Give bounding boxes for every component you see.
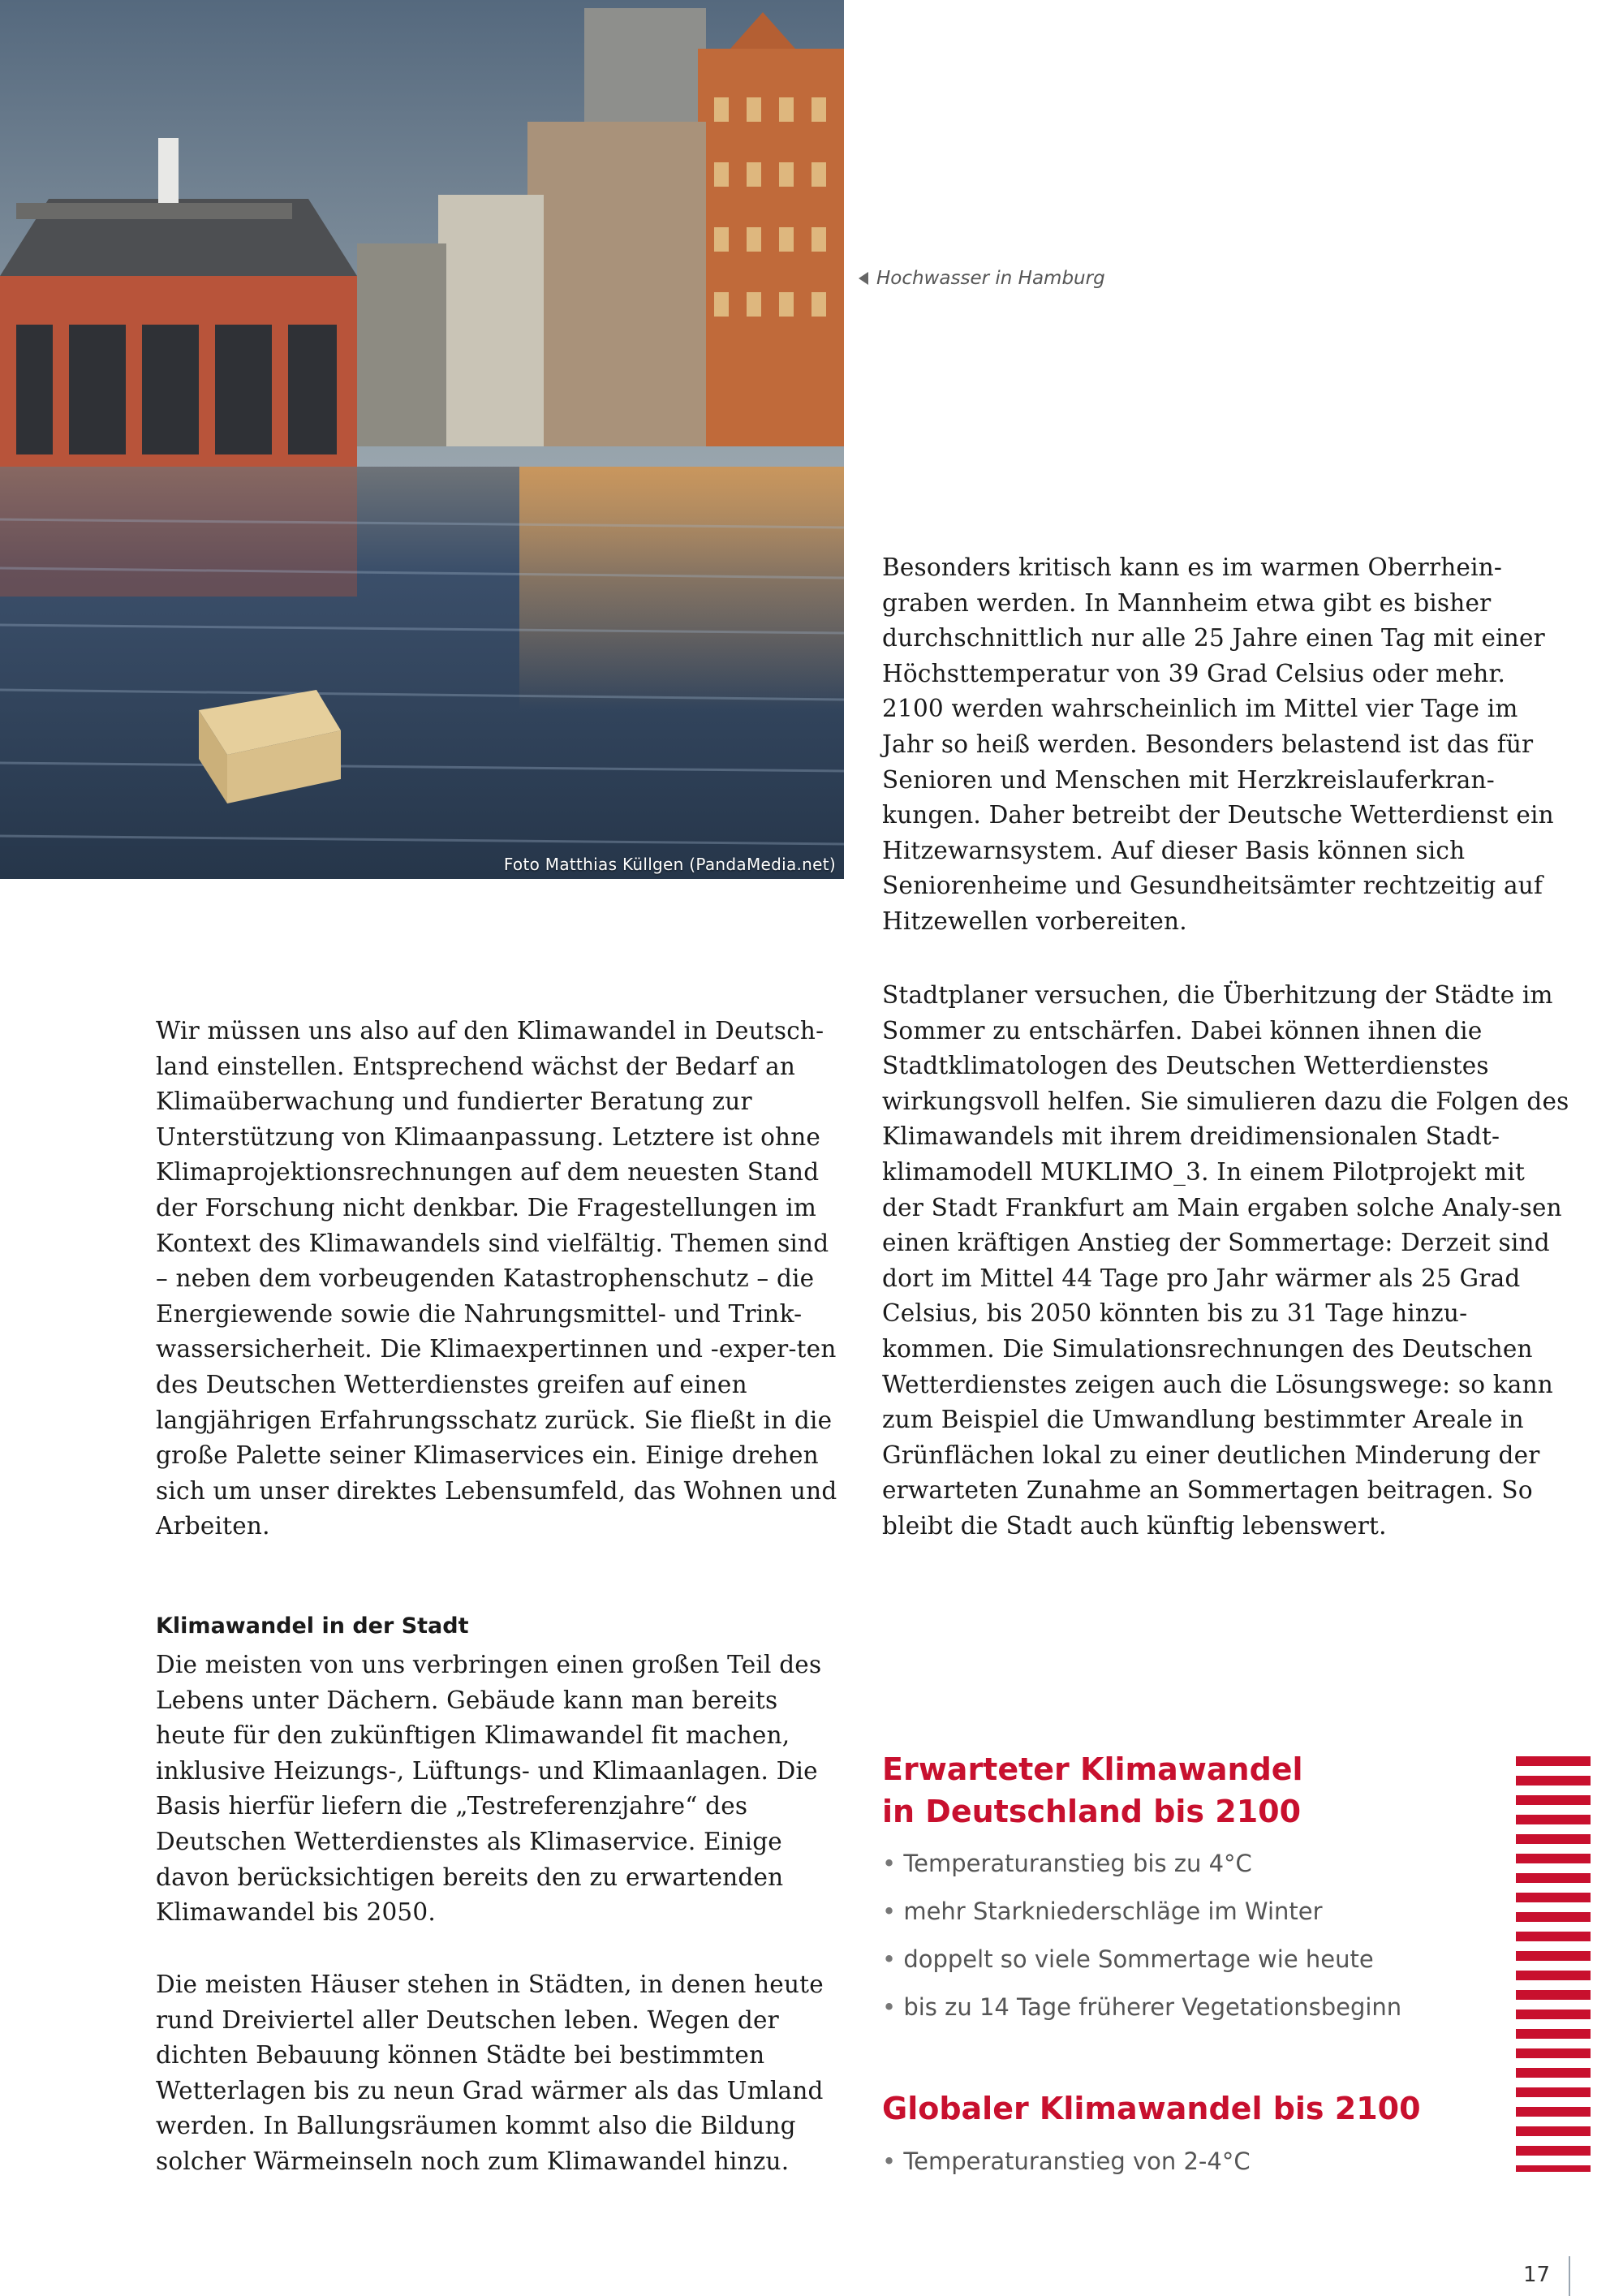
- photo-caption-text: Hochwasser in Hamburg: [876, 268, 1105, 289]
- list-item: • doppelt so viele Sommertage wie heute: [882, 1941, 1401, 1989]
- germany-facts-list: [882, 1846, 1401, 2037]
- red-stripes-decoration: [1516, 1756, 1591, 2172]
- info-box-title-global: Globaler Klimawandel bis 2100: [882, 2091, 1421, 2126]
- photo-caption: [859, 268, 1105, 289]
- left-column-paragraph-2: [156, 1648, 846, 1931]
- paragraph-text: Die meisten von uns verbringen einen großen Teil des Lebens unter Dächern. Gebäude kann man bereits heute für den zukünftigen Klimawandel fit machen, inklusive Heizungs-, Lüftungs- und Klimaanlagen. Die Basis hierfür liefern die „Testreferenzjahre“ des Deutschen Wetterdienstes als Klimaservice. Einige davon berücksichtigen bereits den zu erwartenden Klimawandel bis 2050.: [156, 1651, 822, 1927]
- page-number: 17: [1523, 2263, 1551, 2287]
- list-item: • Temperaturanstieg von 2-4°C: [882, 2143, 1251, 2191]
- left-column-paragraph-3: [156, 1967, 846, 2180]
- global-facts-list: [882, 2143, 1251, 2191]
- info-box-title-line-2: in Deutschland bis 2100: [882, 1794, 1302, 1829]
- section-heading: Klimawandel in der Stadt: [156, 1613, 469, 1639]
- paragraph-text: Die meisten Häuser stehen in Städten, in denen heute rund Dreiviertel aller Deutschen leben. Wegen der dichten Bebauung können Städte bei bestimmten Wetterlagen bis zu neun Grad wärmer als das Umland werden. In Ballungsräumen kommt also die Bildung solcher Wärmeinseln noch zum Klimawandel hinzu.: [156, 1971, 824, 2175]
- page-number-divider: [1569, 2256, 1570, 2296]
- info-box-title-germany: [882, 1748, 1303, 1833]
- flood-photo-illustration: [0, 0, 844, 879]
- caption-arrow-icon: [859, 272, 868, 285]
- right-column-paragraph-1: [882, 550, 1572, 940]
- info-box-title-line-1: Erwarteter Klimawandel: [882, 1751, 1303, 1787]
- paragraph-text: Wir müssen uns also auf den Klimawandel in Deutsch-land einstellen. Entsprechend wächst der Bedarf an Klimaüberwachung und fundierter Beratung zur Unterstützung von Klimaanpassung. Letztere ist ohne Klimaprojektionsrechnungen auf dem neuesten Stand der Forschung nicht denkbar. Die Fragestellungen im Kontext des Klimawandels sind vielfältig. Themen sind – neben dem vorbeugenden Katastrophenschutz – die Energiewende sowie die Nahrungsmittel- und Trink-wassersicherheit. Die Klimaexpertinnen und -exper-ten des Deutschen Wetterdienstes greifen auf einen langjährigen Erfahrungsschatz zurück. Sie fließt in die große Palette seiner Klimaservices ein. Einige drehen sich um unser direktes Lebensumfeld, das Wohnen und Arbeiten.: [156, 1017, 837, 1540]
- right-column-paragraph-2: [882, 978, 1572, 1544]
- list-item: • Temperaturanstieg bis zu 4°C: [882, 1846, 1401, 1893]
- paragraph-text: Besonders kritisch kann es im warmen Oberrhein-graben werden. In Mannheim etwa gibt es bisher durchschnittlich nur alle 25 Jahre einen Tag mit einer Höchsttemperatur von 39 Grad Celsius oder mehr. 2100 werden wahrscheinlich im Mittel vier Tage im Jahr so heiß werden. Besonders belastend ist das für Senioren und Menschen mit Herzkreislauferkran-kungen. Daher betreibt der Deutsche Wetterdienst ein Hitzewarnsystem. Auf dieser Basis können sich Seniorenheime und Gesundheitsämter rechtzeitig auf Hitzewellen vorbereiten.: [882, 554, 1554, 935]
- photo-credit: Foto Matthias Küllgen (PandaMedia.net): [503, 855, 836, 874]
- flood-photo: [0, 0, 844, 879]
- paragraph-text: Stadtplaner versuchen, die Überhitzung der Städte im Sommer zu entschärfen. Dabei können ihnen die Stadtklimatologen des Deutschen Wetterdienstes wirkungsvoll helfen. Sie simulieren dazu die Folgen des Klimawandels mit ihrem dreidimensionalen Stadt-klimamodell MUKLIMO_3. In einem Pilotprojekt mit der Stadt Frankfurt am Main ergaben solche Analy-sen einen kräftigen Anstieg der Sommertage: Derzeit sind dort im Mittel 44 Tage pro Jahr wärmer als 25 Grad Celsius, bis 2050 könnten bis zu 31 Tage hinzu-kommen. Die Simulationsrechnungen des Deutschen Wetterdienstes zeigen auch die Lösungswege: so kann zum Beispiel die Umwandlung bestimmter Areale in Grünflächen lokal zu einer deutlichen Minderung der erwarteten Zunahme an Sommertagen beitragen. So bleibt die Stadt auch künftig lebenswert.: [882, 981, 1569, 1540]
- list-item: • mehr Starkniederschläge im Winter: [882, 1893, 1401, 1941]
- list-item: • bis zu 14 Tage früherer Vegetationsbeginn: [882, 1989, 1401, 2037]
- left-column-paragraph-1: [156, 1014, 846, 1544]
